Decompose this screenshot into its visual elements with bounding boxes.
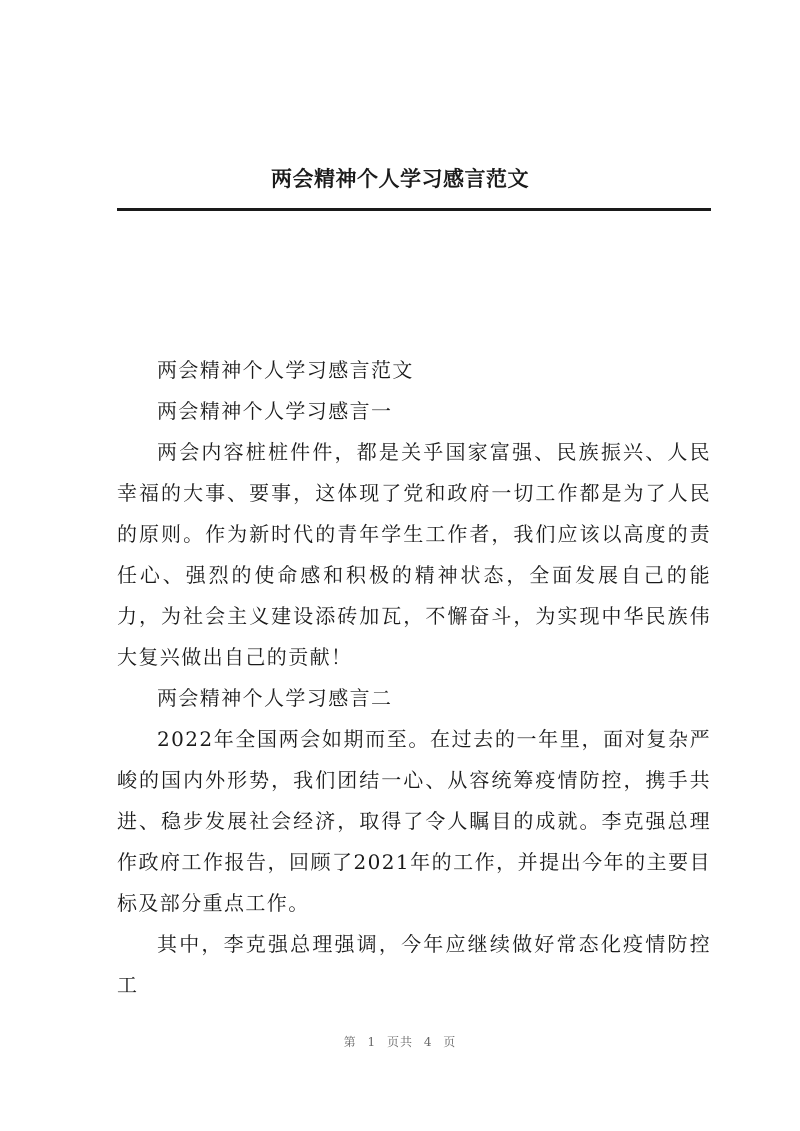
- section-heading-2: 两会精神个人学习感言二: [157, 686, 393, 710]
- page-footer: [0, 1033, 800, 1050]
- body-heading: 两会精神个人学习感言范文: [157, 358, 414, 382]
- document-body: [117, 350, 711, 1006]
- body-paragraph: 其中，李克强总理强调，今年应继续做好常态化疫情防控工: [117, 932, 711, 997]
- page-total: 4: [423, 1035, 433, 1049]
- page-label-mid: 页共: [386, 1035, 413, 1049]
- title-divider: [117, 208, 711, 211]
- page-label-suffix: 页: [443, 1035, 457, 1049]
- section-heading-1: 两会精神个人学习感言一: [157, 399, 393, 423]
- document-title: 两会精神个人学习感言范文: [271, 166, 529, 191]
- page-label-prefix: 第: [343, 1035, 357, 1049]
- body-paragraph: 两会内容桩桩件件，都是关乎国家富强、民族振兴、人民幸福的大事、要事，这体现了党和政府一切工作都是为了人民的原则。作为新时代的青年学生工作者，我们应该以高度的责任心、强烈的使命感和积极的精神状态，全面发展自己的能力，为社会主义建设添砖加瓦，不懈奋斗，为实现中华民族伟大复兴做出自己的贡献！: [117, 440, 711, 669]
- body-paragraph: 2022年全国两会如期而至。在过去的一年里，面对复杂严峻的国内外形势，我们团结一心、从容统筹疫情防控，携手共进、稳步发展社会经济，取得了令人瞩目的成就。李克强总理作政府工作报告，回顾了2021年的工作，并提出今年的主要目标及部分重点工作。: [117, 727, 711, 915]
- page-current: 1: [367, 1035, 377, 1049]
